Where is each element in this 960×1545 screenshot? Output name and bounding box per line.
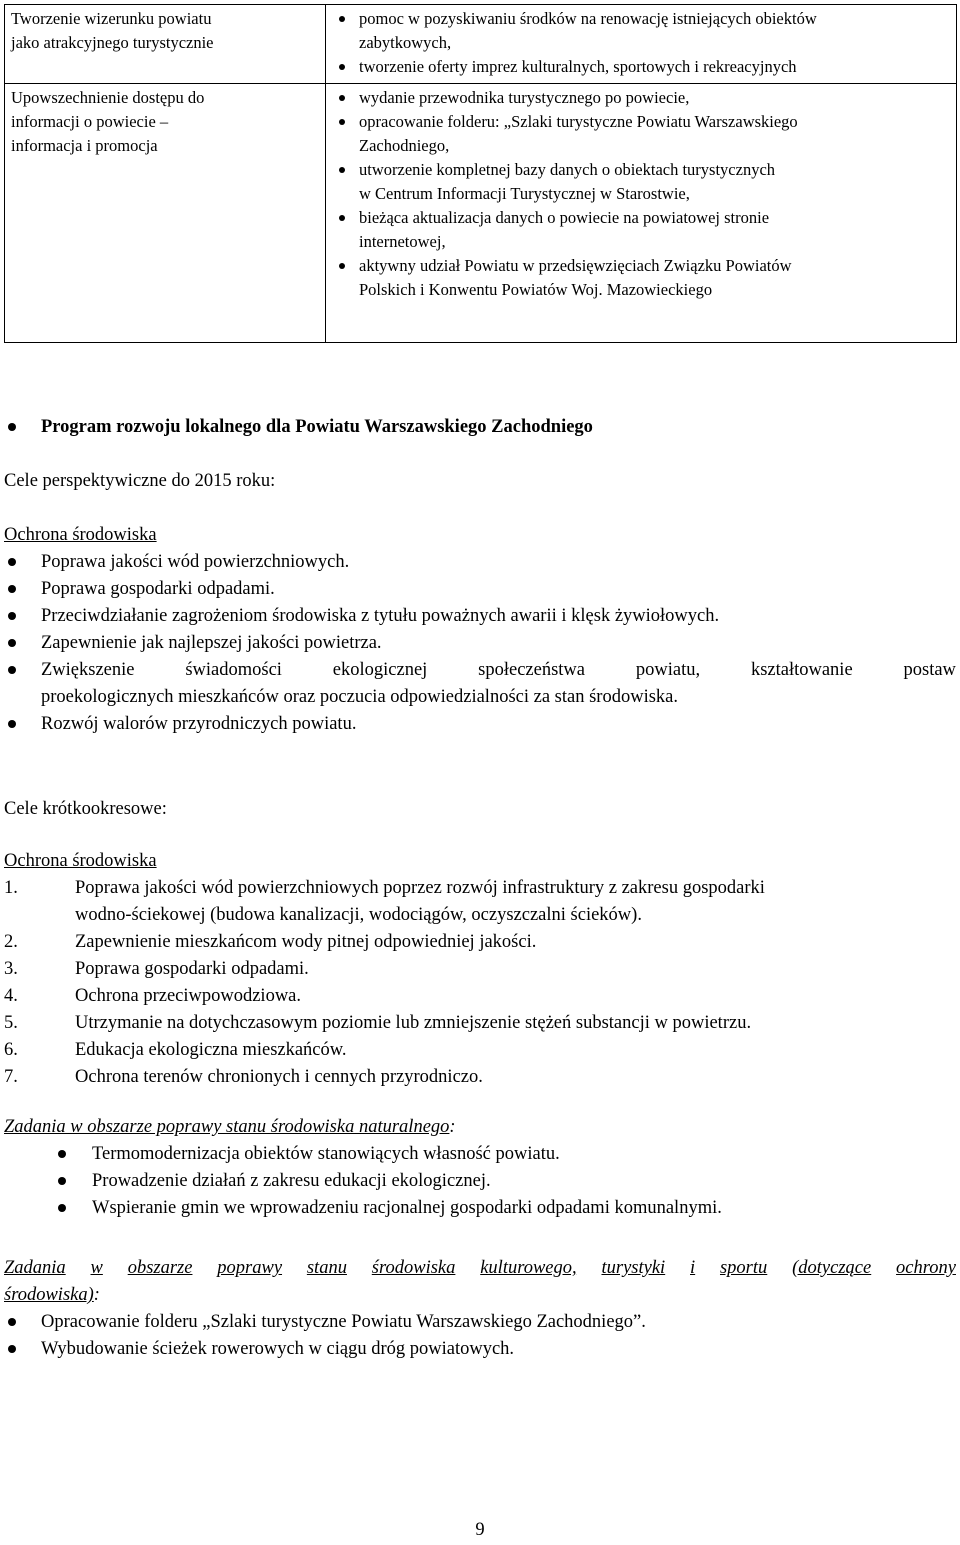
list-item: 1. Poprawa jakości wód powierzchniowych poprzez rozwój infrastruktury z zakresu gospodarki wodno-ściekowej (budowa kanalizacji, wodociągów, oczyszczalni ścieków). — [4, 878, 765, 925]
list-item: Zapewnienie jak najlepszej jakości powietrza. — [4, 630, 956, 657]
list-item: 5. Utrzymanie na dotychczasowym poziomie lub zmniejszenie stężeń substancji w powietrzu. — [4, 1013, 752, 1033]
list-item: Przeciwdziałanie zagrożeniom środowiska z tytułu poważnych awarii i klęsk żywiołowych. — [4, 603, 956, 630]
short-term-heading: Cele krótkookresowe: — [4, 799, 167, 819]
program-title-block — [4, 414, 956, 441]
section-heading: Ochrona środowiska — [4, 525, 157, 545]
list-item: Opracowanie folderu „Szlaki turystyczne Powiatu Warszawskiego Zachodniego”. — [4, 1309, 956, 1336]
short-term-goals — [4, 848, 956, 1091]
section-heading: Ochrona środowiska — [4, 851, 157, 871]
section-heading: Zadania w obszarze poprawy stanu środowiska naturalnego: — [4, 1117, 456, 1137]
list-item: aktywny udział Powiatu w przedsięwzięciach Związku Powiatów Polskich i Konwentu Powiatów Woj. Mazowieckiego — [332, 254, 950, 302]
list-item: Poprawa jakości wód powierzchniowych. — [4, 549, 956, 576]
table-row-items — [326, 84, 957, 343]
list-item: utworzenie kompletnej bazy danych o obiektach turystycznych w Centrum Informacji Turystycznej w Starostwie, — [332, 158, 950, 206]
section-heading: Zadania w obszarze poprawy stanu środowiska kulturowego, turystyki i sportu (dotyczące ochrony — [4, 1258, 956, 1278]
list-item: tworzenie oferty imprez kulturalnych, sportowych i rekreacyjnych — [332, 55, 950, 79]
table-row-label: Upowszechnienie dostępu do informacji o powiecie – informacja i promocja — [5, 84, 326, 343]
list-item: 4. Ochrona przeciwpowodziowa. — [4, 986, 302, 1006]
list-item: Prowadzenie działań z zakresu edukacji ekologicznej. — [4, 1168, 956, 1195]
list-item: Termomodernizacja obiektów stanowiących własność powiatu. — [4, 1141, 956, 1168]
list-item: wydanie przewodnika turystycznego po powiecie, — [332, 86, 950, 110]
natural-tasks — [4, 1114, 956, 1222]
list-item: pomoc w pozyskiwaniu środków na renowację istniejących obiektów zabytkowych, — [332, 7, 950, 55]
justified-line: Zwiększenie świadomości ekologicznej społeczeństwa powiatu, kształtowanie postaw — [41, 660, 956, 680]
long-term-goals — [4, 522, 956, 738]
table-row — [5, 5, 957, 84]
list-item: Wspieranie gmin we wprowadzeniu racjonalnej gospodarki odpadami komunalnymi. — [4, 1195, 956, 1222]
list-item: Poprawa gospodarki odpadami. — [4, 576, 956, 603]
list-item: opracowanie folderu: „Szlaki turystyczne Powiatu Warszawskiego Zachodniego, — [332, 110, 950, 158]
list-item: Rozwój walorów przyrodniczych powiatu. — [4, 711, 956, 738]
list-item: 2. Zapewnienie mieszkańcom wody pitnej odpowiedniej jakości. — [4, 932, 537, 952]
list-item: Wybudowanie ścieżek rowerowych w ciągu dróg powiatowych. — [4, 1336, 956, 1363]
table-row-label: Tworzenie wizerunku powiatu jako atrakcyjnego turystycznie — [5, 5, 326, 84]
list-item: 7. Ochrona terenów chronionych i cennych przyrodniczo. — [4, 1067, 483, 1087]
list-item: bieżąca aktualizacja danych o powiecie na powiatowej stronie internetowej, — [332, 206, 950, 254]
table-row-items — [326, 5, 957, 84]
long-term-heading: Cele perspektywiczne do 2015 roku: — [4, 471, 276, 491]
table-bullet-list — [332, 7, 950, 79]
list-item: 6. Edukacja ekologiczna mieszkańców. — [4, 1040, 347, 1060]
cultural-tasks: Zadania w obszarze poprawy stanu środowiska kulturowego, turystyki i sportu (dotyczące ochrony środowiska): Opracowanie folderu „Szlaki turystyczne Powiatu Warszawskiego Zachodniego”. Wybudowanie ścieżek rowerowych w ciągu dróg powiatowych. — [4, 1255, 956, 1363]
page-number: 9 — [475, 1520, 485, 1540]
table-row — [5, 84, 957, 343]
list-item: Zwiększenie świadomości ekologicznej społeczeństwa powiatu, kształtowanie postaw proekologicznych mieszkańców oraz poczucia odpowiedzialności za stan środowiska. — [4, 657, 956, 711]
table-bullet-list — [332, 86, 950, 302]
tasks-table — [4, 4, 957, 343]
program-title: Program rozwoju lokalnego dla Powiatu Warszawskiego Zachodniego — [4, 414, 956, 441]
list-item: 3. Poprawa gospodarki odpadami. — [4, 959, 309, 979]
